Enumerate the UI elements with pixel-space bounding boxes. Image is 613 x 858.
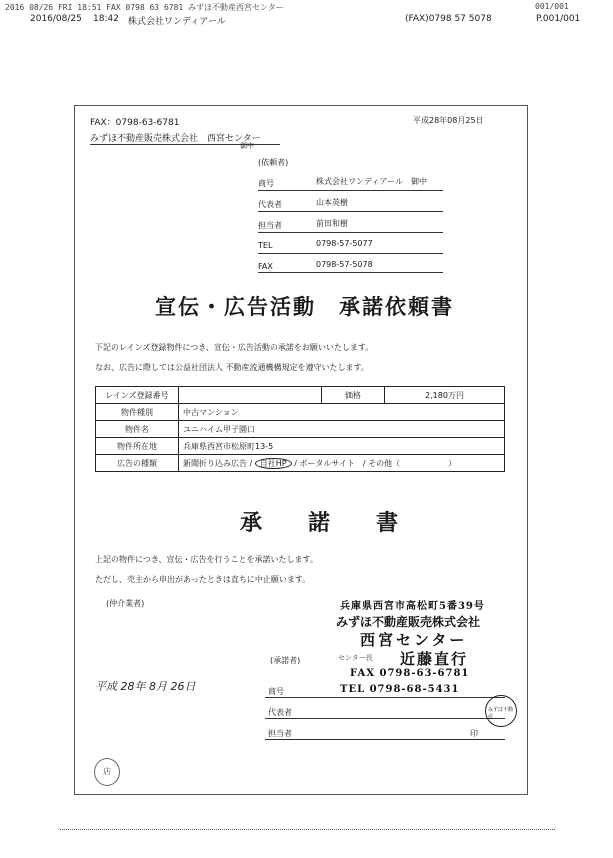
company-name-stamp: みずほ不動産販売株式会社 xyxy=(336,615,481,629)
sign-label-representative: 代表者 xyxy=(268,708,292,717)
field-value-fax: 0798-57-5078 xyxy=(316,260,373,269)
company-tel-stamp: TEL 0798-68-5431 xyxy=(340,684,460,695)
table-row xyxy=(96,387,505,404)
table-row xyxy=(96,421,505,438)
recipient-name: みずほ不動産販売株式会社 西宮センター xyxy=(90,134,261,144)
round-seal-stamp xyxy=(485,695,517,727)
body-line-2: なお、広告に際しては公益社団法人 不動産流通機構規定を遵守いたします。 xyxy=(95,363,369,372)
row-label-ad-type: 広告の種類 xyxy=(96,455,179,472)
field-underline xyxy=(258,272,443,273)
document-title: 宣伝・広告活動 承諾依頼書 xyxy=(155,294,454,319)
sign-label-company: 商号 xyxy=(268,687,284,696)
row-value-address: 兵庫県西宮市松原町13-5 xyxy=(179,438,505,455)
row-value-reins xyxy=(179,387,322,404)
recipient-suffix: 御中 xyxy=(240,142,254,150)
row-value-price: 2,180万円 xyxy=(385,387,505,404)
sign-underline xyxy=(265,739,505,740)
field-label-company: 商号 xyxy=(258,179,274,188)
body-line-1: 下記のレインズ登録物件につき、宣伝・広告活動の承諾をお願いいたします。 xyxy=(95,343,374,352)
manager-name-stamp: 近藤直行 xyxy=(400,650,469,668)
field-label-fax: FAX xyxy=(258,262,273,271)
company-address-stamp: 兵庫県西宮市高松町5番39号 xyxy=(340,601,485,612)
round-seal-text: みずほ不動産 xyxy=(488,707,514,720)
field-underline xyxy=(258,190,443,191)
ad-type-selected-circled: 自社HP xyxy=(255,458,292,469)
company-fax-stamp: FAX 0798-63-6781 xyxy=(350,668,470,679)
row-value-type: 中古マンション xyxy=(179,404,505,421)
row-label-reins: レインズ登録番号 xyxy=(96,387,179,404)
field-value-tel: 0798-57-5077 xyxy=(316,239,373,248)
ad-type-others: / ポータルサイト / その他（ ） xyxy=(294,458,457,468)
requester-label: (依頼者) xyxy=(258,158,289,167)
sign-underline xyxy=(265,697,505,698)
fax-page: P.001/001 xyxy=(536,14,581,24)
footer-dotted-line xyxy=(60,829,555,830)
seal-mark: 印 xyxy=(470,729,478,738)
row-label-price: 価格 xyxy=(322,387,385,404)
field-value-representative: 山本英樹 xyxy=(316,198,348,207)
agent-label: (仲介業者) xyxy=(106,599,145,608)
approval-title: 承 諾 書 xyxy=(240,510,411,536)
row-value-property-name: ユニハイム甲子園口 xyxy=(179,421,505,438)
recipient-fax: FAX：0798-63-6781 xyxy=(90,118,180,128)
field-label-contact: 担当者 xyxy=(258,221,282,230)
table-row xyxy=(96,438,505,455)
fax-transmission-line: 2016 08/26 FRI 18:51 FAX 0798 63 6781 みずほ不動産西宮センター xyxy=(5,3,284,12)
table-row xyxy=(96,404,505,421)
approver-label: (承諾者) xyxy=(270,656,301,665)
row-label-type: 物件種別 xyxy=(96,404,179,421)
fax-page-count: 001/001 xyxy=(535,2,569,11)
field-underline xyxy=(258,232,443,233)
field-value-contact: 前田和樹 xyxy=(316,219,348,228)
scribble-mark xyxy=(94,758,120,786)
fax-sender: 株式会社ワンディアール xyxy=(128,17,226,27)
table-row xyxy=(96,455,505,472)
field-label-representative: 代表者 xyxy=(258,200,282,209)
field-label-tel: TEL xyxy=(258,241,273,250)
field-underline xyxy=(258,253,443,254)
fax-time: 18:42 xyxy=(93,14,119,24)
recipient-underline xyxy=(90,144,280,145)
field-underline xyxy=(258,211,443,212)
ad-type-newspaper: 新聞折り込み広告 / xyxy=(183,458,253,468)
row-label-property-name: 物件名 xyxy=(96,421,179,438)
approval-line-1: 上記の物件につき、宣伝・広告を行うことを承諾いたします。 xyxy=(95,555,318,564)
field-value-company: 株式会社ワンディアール 御中 xyxy=(316,177,427,186)
sign-label-contact: 担当者 xyxy=(268,729,292,738)
row-value-ad-type xyxy=(179,455,505,472)
sign-underline xyxy=(265,718,505,719)
handwritten-date: 平成 28年 8月 26日 xyxy=(95,680,196,693)
scribble-text: 店 xyxy=(103,767,111,776)
request-table xyxy=(95,386,505,472)
fax-date: 2016/08/25 xyxy=(30,14,82,24)
row-label-address: 物件所在地 xyxy=(96,438,179,455)
letter-date: 平成28年08月25日 xyxy=(413,116,484,125)
fax-sender-number: (FAX)0798 57 5078 xyxy=(405,14,492,24)
manager-title-stamp: センター長 xyxy=(338,654,373,662)
approval-line-2: ただし、売主から申出があったときは直ちに中止願います。 xyxy=(95,575,311,584)
center-name-stamp: 西宮センター xyxy=(360,631,468,649)
